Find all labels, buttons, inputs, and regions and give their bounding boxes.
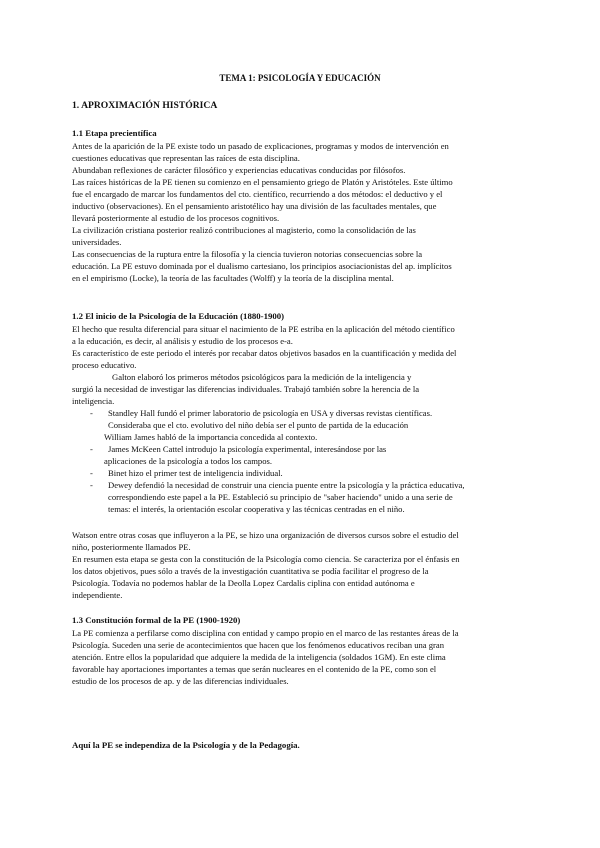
list-item bbox=[72, 443, 528, 455]
list-dash: - bbox=[90, 408, 93, 418]
heading-1-3: 1.3 Constitución formal de la PE (1900-1920) bbox=[72, 615, 241, 625]
paragraph-line: educación. La PE estuvo dominada por el dualismo cartesiano, los principios asociacionistas del ap. implícitos bbox=[72, 261, 452, 271]
paragraph-line: a la educación, es decir, al análisis y estudio de los procesos e-a. bbox=[72, 336, 293, 346]
list-item-continuation: Consideraba que el cto. evolutivo del niño debía ser el punto de partida de la educación bbox=[108, 420, 409, 430]
list-dash: - bbox=[90, 468, 93, 478]
section-1-1 bbox=[72, 127, 528, 284]
list-item bbox=[72, 467, 528, 479]
paragraph-line: En resumen esta etapa se gesta con la constitución de la Psicología como ciencia. Se caracteriza por el énfasis en bbox=[72, 554, 460, 564]
paragraph-line: independiente. bbox=[72, 590, 123, 600]
list-item-continuation: correspondiendo este papel a la PE. Estableció su principio de "saber haciendo" unido a una serie de bbox=[108, 492, 453, 502]
paragraph-line: estudio de los procesos de ap. y de las diferencias individuales. bbox=[72, 676, 289, 686]
paragraph-line: La PE comienza a perfilarse como disciplina con entidad y campo propio en el marco de las restantes áreas de la bbox=[72, 628, 459, 638]
paragraph-line: cuestiones educativas que representan las raíces de esta disciplina. bbox=[72, 153, 300, 163]
list-item-continuation: temas: el interés, la orientación escolar cooperativa y las técnicas centradas en el niño. bbox=[108, 504, 405, 514]
paragraph-line: Antes de la aparición de la PE existe todo un pasado de explicaciones, programas y modos de intervención en bbox=[72, 141, 449, 151]
paragraph-line: Watson entre otras cosas que influyeron a la PE, se hizo una organización de diversos cursos sobre el estudio del bbox=[72, 530, 459, 540]
section-1-2 bbox=[72, 310, 528, 601]
section-1-3 bbox=[72, 614, 528, 687]
final-statement: Aquí la PE se independiza de la Psicología y de la Pedagogía. bbox=[72, 740, 300, 750]
paragraph-line: niño, posteriormente llamados PE. bbox=[72, 542, 191, 552]
paragraph-line: inteligencia. bbox=[72, 396, 115, 406]
document-title: TEMA 1: PSICOLOGÍA Y EDUCACIÓN bbox=[219, 73, 381, 83]
paragraph-line: William James habló de la importancia concedida al contexto. bbox=[104, 432, 318, 442]
list-item bbox=[72, 479, 528, 491]
list-dash: - bbox=[90, 480, 93, 490]
section-heading-1: 1. APROXIMACIÓN HISTÓRICA bbox=[72, 100, 218, 111]
list-dash: - bbox=[90, 444, 93, 454]
paragraph-line: Galton elaboró los primeros métodos psicológicos para la medición de la inteligencia y bbox=[112, 372, 412, 382]
list-item-text: Standley Hall fundó el primer laboratorio de psicología en USA y diversas revistas científicas. bbox=[108, 408, 433, 418]
paragraph-line: universidades. bbox=[72, 237, 122, 247]
heading-1-2: 1.2 El inicio de la Psicología de la Educación (1880-1900) bbox=[72, 311, 285, 321]
list-item-continuation: aplicaciones de la psicología a todos los campos. bbox=[104, 456, 273, 466]
paragraph-line: llevará posteriormente al estudio de los procesos cognitivos. bbox=[72, 213, 280, 223]
list-item-text: James McKeen Cattel introdujo la psicología experimental, interesándose por las bbox=[108, 444, 387, 454]
paragraph-line: Las raíces históricas de la PE tienen su comienzo en el pensamiento griego de Platón y Aristóteles. Este último bbox=[72, 177, 453, 187]
paragraph-line: Abundaban reflexiones de carácter filosófico y experiencias educativas conducidas por filósofos. bbox=[72, 165, 406, 175]
paragraph-line: atención. Entre ellos la popularidad que adquiere la medida de la inteligencia (soldados 1GM). En este clima bbox=[72, 652, 446, 662]
list-item-text: Dewey defendió la necesidad de construir una ciencia puente entre la psicología y la práctica educativa, bbox=[108, 480, 465, 490]
paragraph-line: inductivo (observaciones). En el pensamiento aristotélico hay una división de las facultades mentales, que bbox=[72, 201, 437, 211]
list-item-text: Binet hizo el primer test de inteligencia individual. bbox=[108, 468, 283, 478]
paragraph-line: Es característico de este periodo el interés por recabar datos objetivos basados en la cuantificación y medida del bbox=[72, 348, 457, 358]
paragraph-line: surgió la necesidad de investigar las diferencias individuales. Trabajó también sobre la herencia de la bbox=[72, 384, 420, 394]
paragraph-line: los datos objetivos, pues sólo a través de la investigación cuantitativa se podía facilitar el progreso de la bbox=[72, 566, 429, 576]
paragraph-line: favorable hay aportaciones importantes a temas que serán nucleares en el contenido de la PE, como son el bbox=[72, 664, 437, 674]
paragraph-line: La civilización cristiana posterior realizó contribuciones al magisterio, como la consolidación de las bbox=[72, 225, 416, 235]
paragraph-line: fue el encargado de marcar los fundamentos del cto. científico, recurriendo a dos métodos: el deductivo y el bbox=[72, 189, 443, 199]
paragraph-line: en el empirismo (Locke), la teoría de las facultades (Wolff) y la teoría de la disciplina mental. bbox=[72, 273, 394, 283]
paragraph-line: El hecho que resulta diferencial para situar el nacimiento de la PE estriba en la aplicación del método científico bbox=[72, 324, 455, 334]
heading-1-1: 1.1 Etapa precientífica bbox=[72, 128, 157, 138]
paragraph-line: Psicología. Todavía no podemos hablar de la Deolla Lopez Cardalis ciplina con entidad autónoma e bbox=[72, 578, 415, 588]
paragraph-line: Las consecuencias de la ruptura entre la filosofía y la ciencia tuvieron notorias consecuencias sobre la bbox=[72, 249, 423, 259]
paragraph-line: proceso educativo. bbox=[72, 360, 137, 370]
list-item bbox=[72, 407, 528, 419]
paragraph-line: Psicología. Suceden una serie de acontecimientos que hacen que los fenómenos educativos reciban una gran bbox=[72, 640, 445, 650]
